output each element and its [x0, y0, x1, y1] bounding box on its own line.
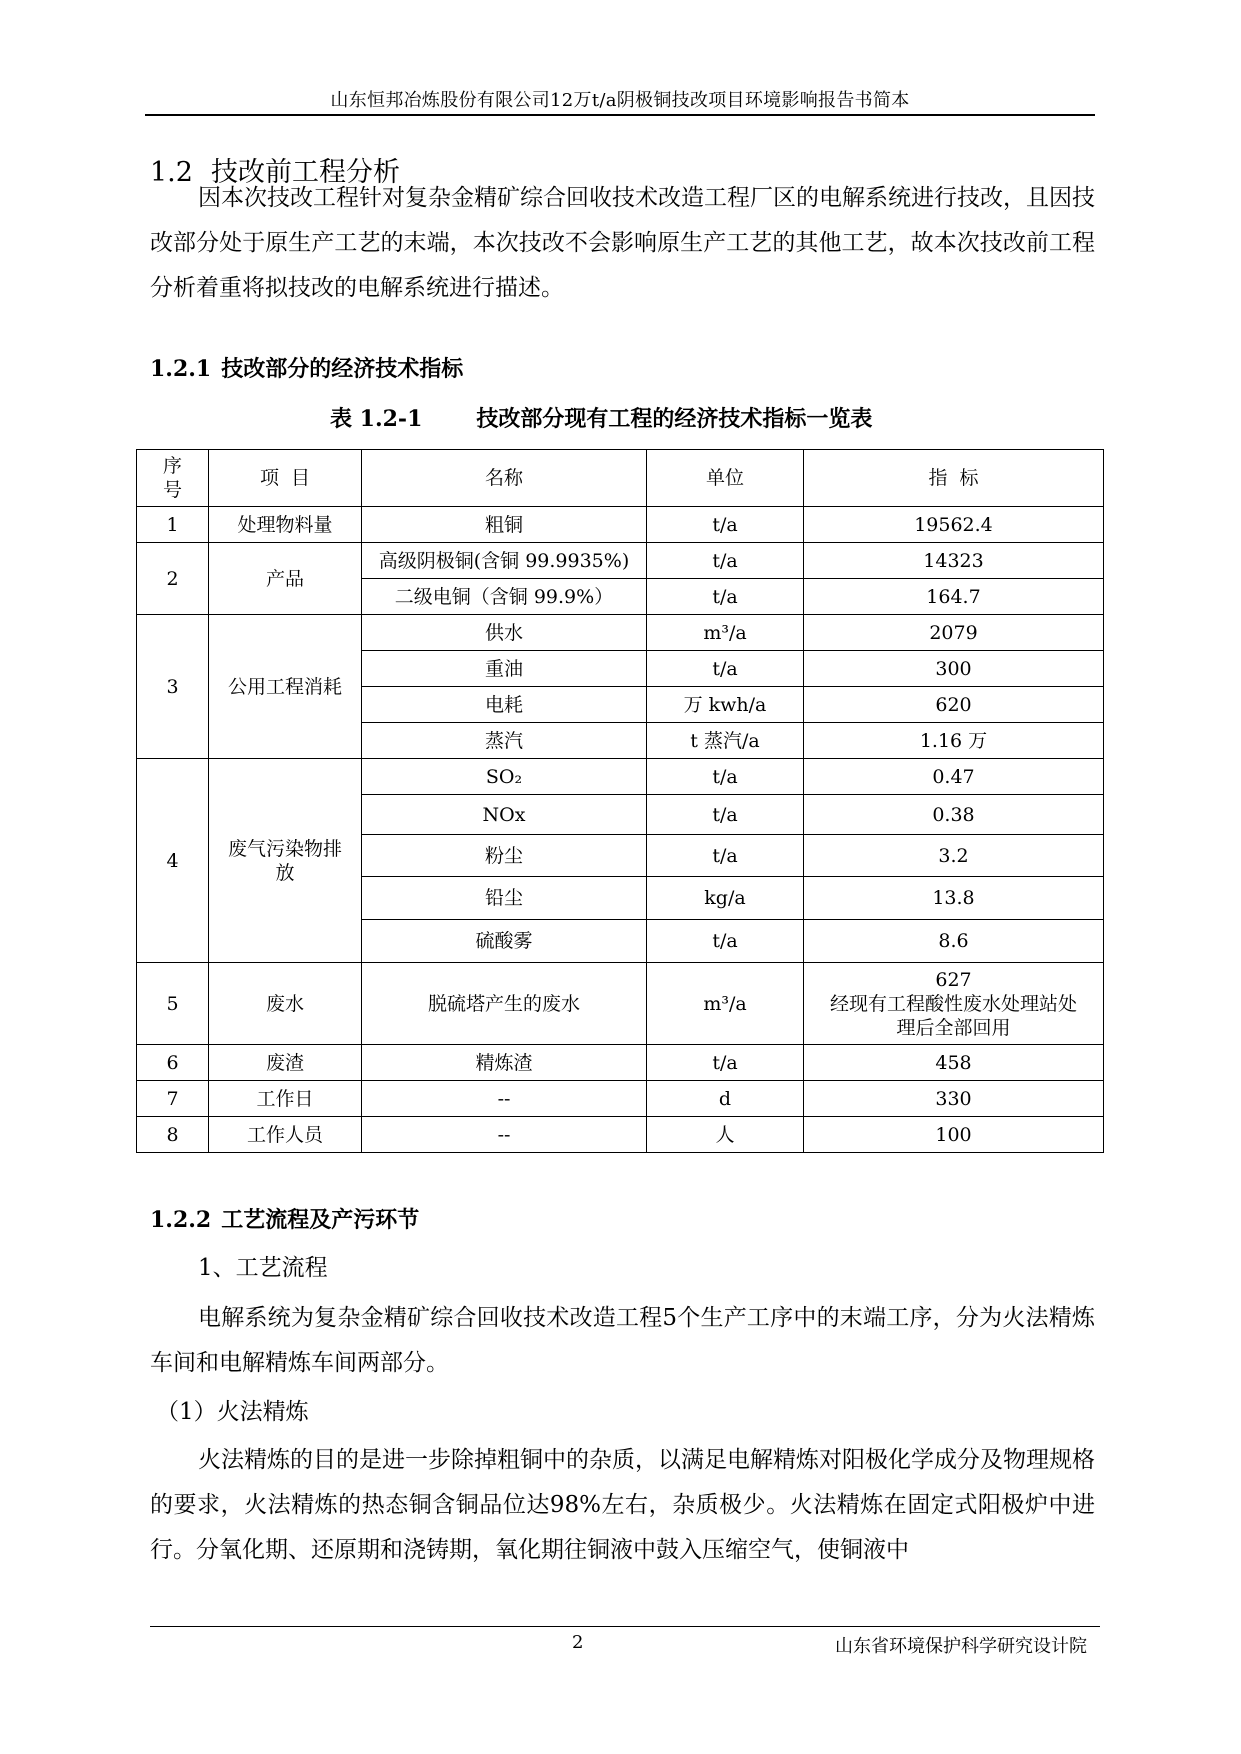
subsection-number: 1.2.1 — [150, 356, 212, 382]
cell-value: 164.7 — [804, 579, 1104, 615]
cell-seq: 3 — [137, 615, 209, 759]
cell-value: 300 — [804, 651, 1104, 687]
cell-name: 电耗 — [362, 687, 647, 723]
header-rule — [145, 114, 1095, 116]
cell-name: SO₂ — [362, 759, 647, 795]
cell-value: 19562.4 — [804, 507, 1104, 543]
subsection-title: 工艺流程及产污环节 — [221, 1207, 420, 1233]
cell-unit: t/a — [647, 651, 804, 687]
cell-name: 重油 — [362, 651, 647, 687]
table-row — [137, 1117, 1104, 1153]
cell-name: 硫酸雾 — [362, 920, 647, 963]
cell-unit: t/a — [647, 543, 804, 579]
cell-seq: 6 — [137, 1045, 209, 1081]
cell-seq: 2 — [137, 543, 209, 615]
table-row — [137, 507, 1104, 543]
cell-name: NOx — [362, 795, 647, 835]
cell-name: 粉尘 — [362, 835, 647, 877]
page-header: 山东恒邦冶炼股份有限公司12万t/a阴极铜技改项目环境影响报告书简本 — [330, 90, 910, 111]
cell-unit: 人 — [647, 1117, 804, 1153]
header-value: 指 标 — [804, 450, 1104, 507]
cell-seq: 4 — [137, 759, 209, 963]
cell-name: 高级阴极铜(含铜 99.9935%) — [362, 543, 647, 579]
cell-name: 精炼渣 — [362, 1045, 647, 1081]
cell-item: 废渣 — [209, 1045, 362, 1081]
fire-refining-paragraph: 火法精炼的目的是进一步除掉粗铜中的杂质，以满足电解精炼对阳极化学成分及物理规格的要求，火法精炼的热态铜含铜品位达98%左右，杂质极少。火法精炼在固定式阳极炉中进行。分氧化期、还原期和浇铸期，氧化期往铜液中鼓入压缩空气，使铜液中 — [150, 1447, 1095, 1563]
cell-unit: m³/a — [647, 615, 804, 651]
value-note: 经现有工程酸性废水处理站处理后全部回用 — [829, 992, 1077, 1039]
table-row — [137, 1081, 1104, 1117]
subsection-heading-2 — [150, 1203, 419, 1234]
cell-value: 2079 — [804, 615, 1104, 651]
table-caption-number: 表 1.2-1 — [330, 406, 423, 432]
header-item: 项 目 — [209, 450, 362, 507]
cell-unit: t 蒸汽/a — [647, 723, 804, 759]
cell-value: 13.8 — [804, 877, 1104, 920]
subsection-heading-1 — [150, 352, 463, 383]
table-caption — [330, 402, 872, 433]
cell-unit: t/a — [647, 795, 804, 835]
cell-name: 粗铜 — [362, 507, 647, 543]
cell-value — [804, 963, 1104, 1045]
cell-seq: 7 — [137, 1081, 209, 1117]
cell-seq: 1 — [137, 507, 209, 543]
cell-value: 0.47 — [804, 759, 1104, 795]
cell-unit: kg/a — [647, 877, 804, 920]
cell-name: 脱硫塔产生的废水 — [362, 963, 647, 1045]
cell-item: 废水 — [209, 963, 362, 1045]
indicator-table — [136, 449, 1104, 1153]
cell-value: 100 — [804, 1117, 1104, 1153]
cell-item: 公用工程消耗 — [209, 615, 362, 759]
cell-value: 620 — [804, 687, 1104, 723]
cell-value: 0.38 — [804, 795, 1104, 835]
cell-item: 工作日 — [209, 1081, 362, 1117]
cell-unit: m³/a — [647, 963, 804, 1045]
process-heading: 1、工艺流程 — [198, 1255, 328, 1281]
cell-unit: t/a — [647, 920, 804, 963]
cell-seq: 8 — [137, 1117, 209, 1153]
footer-organization: 山东省环境保护科学研究设计院 — [835, 1636, 1087, 1657]
subsection-title: 技改部分的经济技术指标 — [221, 356, 464, 382]
cell-name: -- — [362, 1117, 647, 1153]
cell-value: 3.2 — [804, 835, 1104, 877]
cell-name: 蒸汽 — [362, 723, 647, 759]
fire-refining-heading: （1）火法精炼 — [156, 1399, 309, 1425]
cell-item: 工作人员 — [209, 1117, 362, 1153]
table-caption-title: 技改部分现有工程的经济技术指标一览表 — [476, 406, 873, 432]
cell-item: 处理物料量 — [209, 507, 362, 543]
cell-value: 458 — [804, 1045, 1104, 1081]
value-text: 627 — [935, 968, 972, 991]
cell-unit: d — [647, 1081, 804, 1117]
cell-name: 二级电铜（含铜 99.9%） — [362, 579, 647, 615]
table-row — [137, 759, 1104, 795]
cell-item: 废气污染物排放 — [209, 759, 362, 963]
table-row — [137, 963, 1104, 1045]
table-row — [137, 615, 1104, 651]
table-row — [137, 543, 1104, 579]
header-seq: 序号 — [137, 450, 209, 507]
section-title: 技改前工程分析 — [210, 157, 400, 188]
cell-seq: 5 — [137, 963, 209, 1045]
cell-unit: t/a — [647, 507, 804, 543]
cell-value: 1.16 万 — [804, 723, 1104, 759]
cell-item: 产品 — [209, 543, 362, 615]
section-number: 1.2 — [150, 157, 193, 188]
intro-paragraph: 因本次技改工程针对复杂金精矿综合回收技术改造工程厂区的电解系统进行技改，且因技改部分处于原生产工艺的末端，本次技改不会影响原生产工艺的其他工艺，故本次技改前工程分析着重将拟技改的电解系统进行描述。 — [150, 185, 1095, 301]
page-number: 2 — [572, 1632, 584, 1653]
cell-name: 铅尘 — [362, 877, 647, 920]
cell-value: 14323 — [804, 543, 1104, 579]
cell-unit: t/a — [647, 1045, 804, 1081]
cell-unit: 万 kwh/a — [647, 687, 804, 723]
subsection-number: 1.2.2 — [150, 1207, 212, 1233]
table-header-row — [137, 450, 1104, 507]
table-row — [137, 1045, 1104, 1081]
cell-unit: t/a — [647, 759, 804, 795]
cell-value: 8.6 — [804, 920, 1104, 963]
cell-name: 供水 — [362, 615, 647, 651]
footer-rule — [150, 1626, 1100, 1627]
cell-unit: t/a — [647, 835, 804, 877]
header-unit: 单位 — [647, 450, 804, 507]
cell-name: -- — [362, 1081, 647, 1117]
header-name: 名称 — [362, 450, 647, 507]
process-paragraph: 电解系统为复杂金精矿综合回收技术改造工程5个生产工序中的末端工序，分为火法精炼车间和电解精炼车间两部分。 — [150, 1305, 1095, 1376]
cell-value: 330 — [804, 1081, 1104, 1117]
cell-unit: t/a — [647, 579, 804, 615]
